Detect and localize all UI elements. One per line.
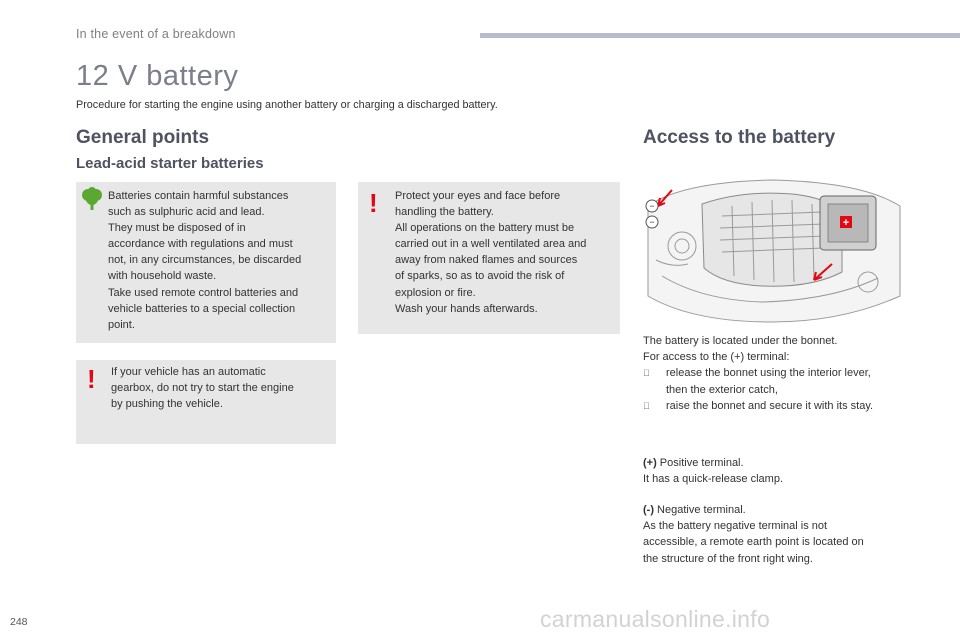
bullet-icon: [643, 398, 650, 414]
lead-acid-subheading: Lead-acid starter batteries: [76, 155, 264, 172]
image-minus-label-b: −: [649, 217, 655, 227]
page-number: 248: [10, 616, 28, 628]
access-line-2: For access to the (+) terminal:: [643, 351, 790, 364]
negative-terminal-detail-3: the structure of the front right wing.: [643, 552, 813, 565]
warning-icon: !: [369, 188, 378, 218]
environment-note-box: [76, 182, 336, 343]
access-line-1: The battery is located under the bonnet.: [643, 335, 838, 347]
access-battery-heading: Access to the battery: [643, 127, 836, 148]
negative-terminal-note: [643, 502, 913, 567]
intro-text: Procedure for starting the engine using another battery or charging a discharged battery.: [76, 99, 498, 111]
negative-terminal-detail-1: As the battery negative terminal is not: [643, 520, 828, 533]
engine-bay-illustration: [642, 176, 904, 324]
negative-terminal-label: (-): [643, 504, 654, 516]
positive-terminal-label: (+): [643, 457, 657, 469]
access-bullet-2: [643, 398, 913, 414]
bullet-icon: [643, 365, 650, 381]
general-points-heading: General points: [76, 127, 210, 148]
access-bullet-1-line-b: then the exterior catch,: [666, 383, 778, 396]
warning-icon: !: [87, 364, 96, 394]
section-label: In the event of a breakdown: [76, 27, 236, 41]
image-plus-label: +: [842, 217, 850, 229]
environment-note-text: Batteries contain harmful substances such as sulphuric acid and lead. They must be disposed of in accordance with regulations and must not, in any circumstances, be discarded with household waste. Take used remote control batteries and vehicle batteries to a special collection point.: [108, 190, 302, 331]
positive-terminal-text: Positive terminal.: [656, 457, 744, 469]
access-bullet-2-text: raise the bonnet and secure it with its stay.: [666, 399, 874, 412]
watermark: carmanualsonline.info: [540, 606, 771, 632]
image-minus-label-a: −: [649, 201, 655, 211]
positive-terminal-detail: It has a quick-release clamp.: [643, 473, 784, 486]
negative-terminal-text: Negative terminal.: [654, 504, 746, 516]
gearbox-warning-box: [76, 360, 336, 444]
access-bullet-1-line-a: release the bonnet using the interior lever,: [666, 367, 871, 380]
positive-terminal-note: [643, 455, 913, 487]
negative-terminal-detail-2: accessible, a remote earth point is located on: [643, 536, 864, 549]
safety-warning-box: [358, 182, 620, 334]
access-bullet-1: [643, 365, 913, 397]
access-instructions: [643, 333, 913, 414]
header-bar: [480, 33, 960, 38]
safety-warning-text: Protect your eyes and face before handling the battery. All operations on the battery must be carried out in a well ventilated area and away from naked flames and sources of sparks, so as to avoid the risk of explosion or fire. Wash your hands afterwards.: [395, 190, 587, 315]
gearbox-warning-text: If your vehicle has an automatic gearbox, do not try to start the engine by pushing the vehicle.: [111, 366, 294, 411]
environment-leaf-icon: [81, 187, 103, 211]
page-title: 12 V battery: [76, 60, 239, 92]
